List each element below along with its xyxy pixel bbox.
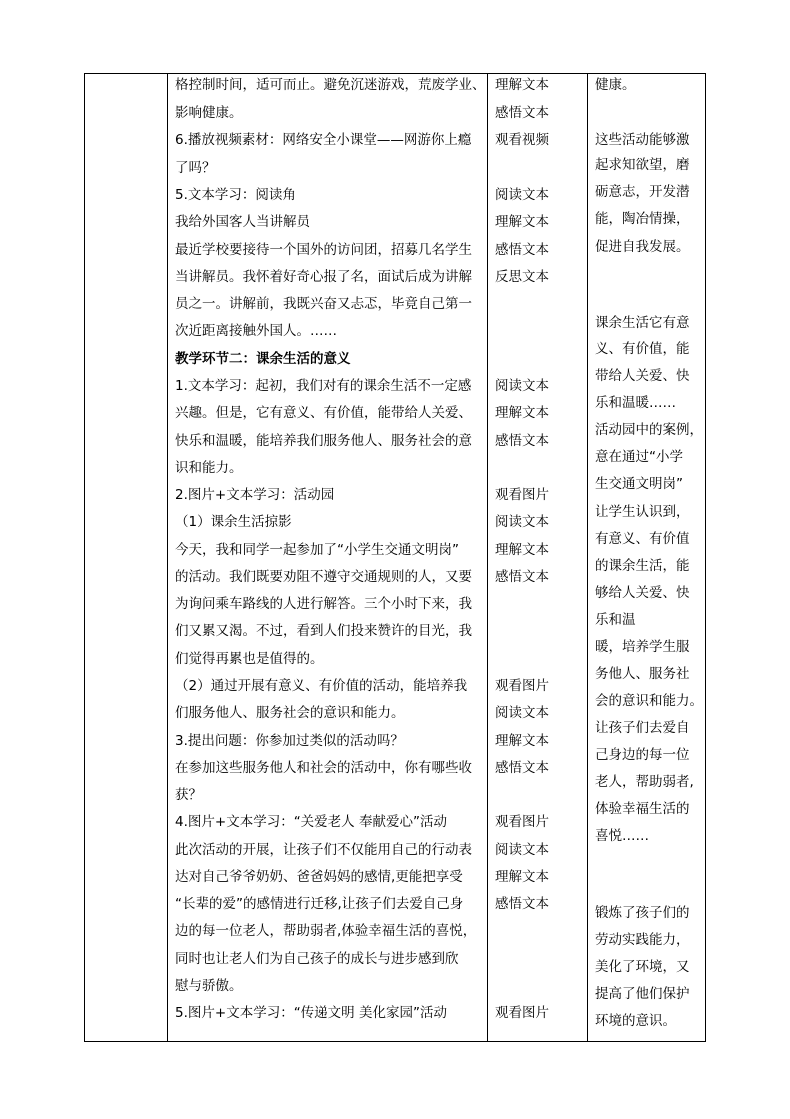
text-line: 当讲解员。我怀着好奇心报了名，面试后成为讲解 (175, 269, 472, 285)
activity-item: 理解文本 (495, 405, 549, 421)
activity-item: 感悟文本 (495, 433, 549, 449)
intent-line: 课余生活它有意 (595, 315, 690, 331)
column-divider (487, 74, 488, 1041)
intent-line: 有意义、有价值 (595, 531, 690, 547)
activity-item: 观看图片 (495, 1005, 549, 1021)
activity-item: 理解文本 (495, 542, 549, 558)
text-line: 获？ (175, 787, 202, 803)
intent-line: 环境的意识。 (595, 1013, 676, 1029)
intent-line: 务他人、服务社 (595, 666, 690, 682)
text-line: 此次活动的开展，让孩子们不仅能用自己的行动表 (175, 842, 472, 858)
text-line: 5.图片+文本学习：“传递文明 美化家园”活动 (175, 1005, 447, 1021)
text-line: 1.文本学习：起初，我们对有的课余生活不一定感 (175, 378, 472, 394)
intent-line: 起求知欲望，磨 (595, 157, 690, 173)
intent-line: 乐和温暖…… (595, 395, 676, 411)
text-line: 3.提出问题：你参加过类似的活动吗？ (175, 733, 404, 749)
activity-item: 理解文本 (495, 733, 549, 749)
intent-line: 锻炼了孩子们的 (595, 905, 690, 921)
activity-item: 感悟文本 (495, 569, 549, 585)
text-line: 识和能力。 (175, 460, 243, 476)
column-divider (167, 74, 168, 1041)
activity-item: 感悟文本 (495, 242, 549, 258)
activity-item: 理解文本 (495, 869, 549, 885)
text-line: 次近距离接触外国人。…… (175, 323, 337, 339)
text-line: 同时也让老人们为自己孩子的成长与进步感到欣 (175, 951, 459, 967)
intent-line: 美化了环境，又 (595, 959, 690, 975)
activity-item: 阅读文本 (495, 705, 549, 721)
text-line: 了吗？ (175, 160, 216, 176)
activity-item: 阅读文本 (495, 842, 549, 858)
intent-line: 提高了他们保护 (595, 986, 690, 1002)
text-line: 们服务他人、服务社会的意识和能力。 (175, 705, 405, 721)
activity-item: 反思文本 (495, 269, 549, 285)
activity-item: 观看图片 (495, 678, 549, 694)
intent-line: 活动园中的案例， (595, 422, 703, 438)
intent-line: 意在通过“小学 (595, 449, 683, 465)
lesson-plan-table (84, 73, 706, 1042)
text-line: 5.文本学习：阅读角 (175, 187, 296, 203)
text-line: 为询问乘车路线的人进行解答。三个小时下来，我 (175, 596, 472, 612)
activity-item: 阅读文本 (495, 514, 549, 530)
column-divider (587, 74, 588, 1041)
text-line: 我给外国客人当讲解员 (175, 214, 310, 230)
text-line: 影响健康。 (175, 105, 243, 121)
activity-item: 感悟文本 (495, 760, 549, 776)
text-line: 员之一。讲解前，我既兴奋又忐忑，毕竟自己第一 (175, 296, 472, 312)
intent-line: 义、有价值，能 (595, 341, 690, 357)
section-heading: 教学环节二：课余生活的意义 (175, 351, 351, 367)
intent-line: 带给人关爱、快 (595, 368, 690, 384)
intent-line: 老人，帮助弱者, (595, 774, 694, 790)
text-line: 的活动。我们既要劝阻不遵守交通规则的人，又要 (175, 569, 472, 585)
intent-line: 促进自我发展。 (595, 239, 690, 255)
activity-item: 观看视频 (495, 132, 549, 148)
text-line: 边的每一位老人，帮助弱者,体验幸福生活的喜悦， (175, 923, 477, 939)
activity-item: 感悟文本 (495, 896, 549, 912)
intent-line: 能，陶冶情操， (595, 211, 690, 227)
intent-line: 够给人关爱、快 (595, 585, 690, 601)
text-line: 2.图片+文本学习：活动园 (175, 487, 335, 503)
intent-line: 乐和温 (595, 612, 636, 628)
activity-item: 感悟文本 (495, 105, 549, 121)
intent-line: 让孩子们去爱自 (595, 720, 690, 736)
text-line: 达对自己爷爷奶奶、爸爸妈妈的感情,更能把享受 (175, 869, 463, 885)
intent-line: 暖，培养学生服 (595, 639, 690, 655)
intent-line: 的课余生活，能 (595, 558, 690, 574)
text-line: 最近学校要接待一个国外的访问团，招募几名学生 (175, 242, 472, 258)
intent-line: 这些活动能够激 (595, 132, 690, 148)
text-line: （1）课余生活掠影 (175, 514, 292, 530)
intent-line: 会的意识和能力。 (595, 693, 703, 709)
intent-line: 喜悦…… (595, 828, 649, 844)
text-line: （2）通过开展有意义、有价值的活动，能培养我 (175, 678, 468, 694)
intent-line: 己身边的每一位 (595, 747, 690, 763)
activity-item: 观看图片 (495, 814, 549, 830)
activity-item: 理解文本 (495, 214, 549, 230)
activity-item: 观看图片 (495, 487, 549, 503)
text-line: 今天，我和同学一起参加了“小学生交通文明岗” (175, 542, 459, 558)
intent-line: 让学生认识到， (595, 504, 690, 520)
intent-line: 体验幸福生活的 (595, 801, 690, 817)
text-line: 慰与骄傲。 (175, 978, 243, 994)
text-line: “长辈的爱”的感情进行迁移,让孩子们去爱自己身 (175, 896, 464, 912)
text-line: 在参加这些服务他人和社会的活动中，你有哪些收 (175, 760, 472, 776)
text-line: 4.图片+文本学习：“关爱老人 奉献爱心”活动 (175, 814, 447, 830)
text-line: 格控制时间，适可而止。避免沉迷游戏，荒废学业、 (175, 77, 486, 93)
intent-line: 生交通文明岗” (595, 476, 683, 492)
activity-item: 理解文本 (495, 77, 549, 93)
activity-item: 阅读文本 (495, 378, 549, 394)
intent-line: 砺意志，开发潜 (595, 184, 690, 200)
intent-line: 劳动实践能力， (595, 932, 690, 948)
text-line: 们觉得再累也是值得的。 (175, 651, 324, 667)
text-line: 6.播放视频素材：网络安全小课堂——网游你上瘾 (175, 132, 472, 148)
text-line: 们又累又渴。不过，看到人们投来赞许的目光，我 (175, 623, 472, 639)
text-line: 快乐和温暖，能培养我们服务他人、服务社会的意 (175, 433, 472, 449)
text-line: 兴趣。但是，它有意义、有价值，能带给人关爱、 (175, 405, 472, 421)
activity-item: 阅读文本 (495, 187, 549, 203)
intent-line: 健康。 (595, 77, 636, 93)
